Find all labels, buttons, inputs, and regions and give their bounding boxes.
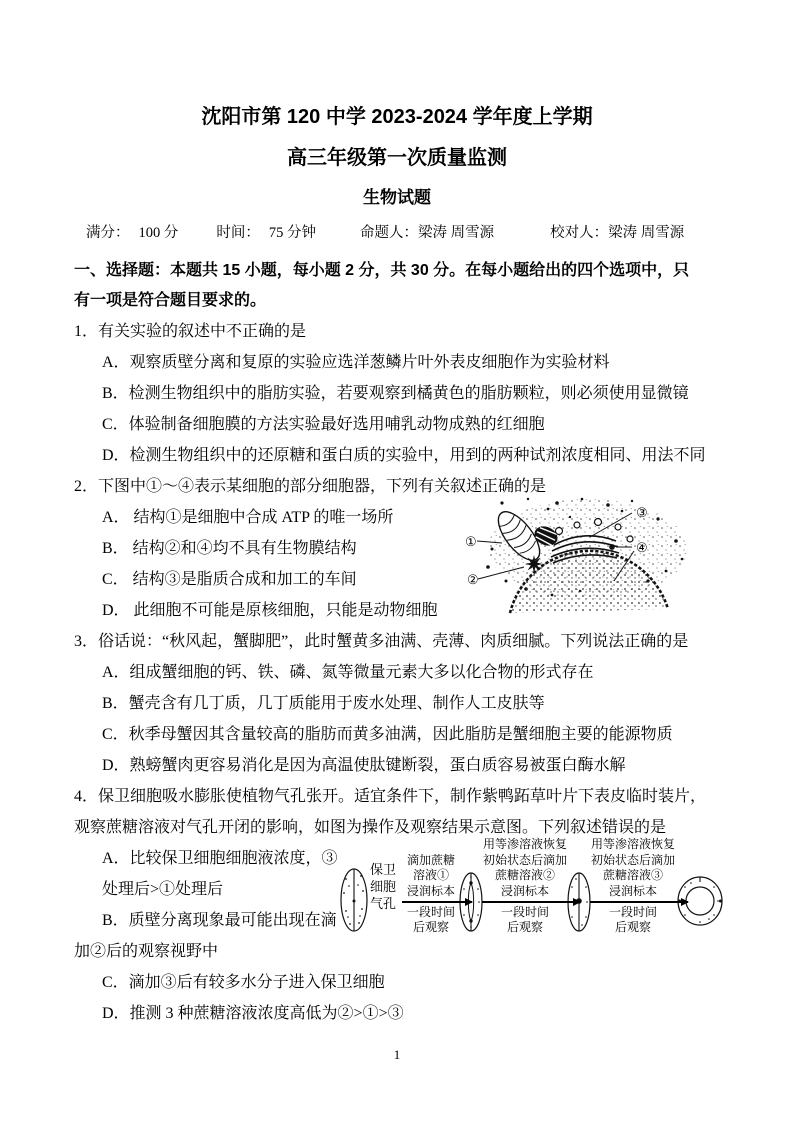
question-1 [74,316,720,471]
step1-arrow [402,901,472,903]
q3-option-a: A．组成蟹细胞的钙、铁、磷、氮等微量元素大多以化合物的形式存在 [102,664,594,681]
question-2 [74,471,720,626]
q1-option-a: A．观察质壁分离和复原的实验应选洋葱鳞片叶外表皮细胞作为实验材料 [102,354,610,371]
q3-option-c: C．秋季母蟹因其含量较高的脂肪而黄多油满，因此脂肪是蟹细胞主要的能源物质 [102,726,673,743]
section-instruction-line2: 有一项是符合题目要求的。 [74,292,267,309]
guard-cell-state-initial [338,865,370,935]
full-score-value: 100 分 [138,225,179,241]
step-1-solution1 [402,835,460,936]
setter-info [360,220,494,246]
step2-text-line2: 初始状态后滴加 [482,852,567,867]
q2-option-c: C． 结构③是脂质合成和加工的车间 [102,571,357,588]
question-4 [74,781,720,1029]
organelle-label-2: ② [467,572,479,587]
q4-stem-line2: 观察蔗糖溶液对气孔开闭的影响，如图为操作及观察结果示意图。下列叙述错误的是 [74,819,667,836]
proofreader-label: 校对人： [550,225,609,241]
q4-option-a-line2: 处理后>①处理后 [102,881,224,898]
step2-wait-line2: 后观察 [506,920,543,934]
q2-option-b: B． 结构②和④均不具有生物膜结构 [102,540,357,557]
setter-value: 梁涛 周雪源 [418,225,495,241]
proofreader-value: 梁涛 周雪源 [608,225,685,241]
step-2-solution2 [482,835,568,936]
step1-text-line1: 滴加蔗糖 [406,852,455,867]
ribosome-dot [609,544,615,550]
organelle-label-3: ③ [636,505,648,520]
subject-title: 生物试题 [363,188,431,207]
full-score-label: 满分： [86,225,130,241]
full-score-info [86,220,178,246]
step2-text-line1: 用等渗溶液恢复 [482,837,567,851]
cell-organelles-figure [462,489,724,615]
cell-organelles-drawing [462,489,724,615]
q4-option-c: C．滴加③后有较多水分子进入保卫细胞 [102,974,385,991]
page-number: 1 [393,1047,401,1062]
step3-arrow [590,901,688,903]
step1-wait-line2: 后观察 [412,920,449,934]
q1-stem: 1．有关实验的叙述中不正确的是 [74,323,307,340]
step3-text-line2: 初始状态后滴加 [590,852,675,867]
q1-option-d: D．检测生物组织中的还原糖和蛋白质的实验中，用到的两种试剂浓度相同、用法不同 [102,447,706,464]
q2-stem: 2．下图中①～④表示某细胞的部分细胞器，下列有关叙述正确的是 [74,478,547,495]
step2-arrow [482,901,580,903]
guard-cell-labels [370,861,400,912]
q4-option-d: D．推测 3 种蔗糖溶液浓度高低为②>①>③ [102,1005,404,1022]
step3-wait-line2: 后观察 [614,920,651,934]
step1-soak-text: 浸润标本 [406,883,455,898]
section-instruction-line1: 一、选择题：本题共 15 小题，每小题 2 分，共 30 分。在每小题给出的四个选项中，只 [74,262,690,279]
step3-soak-text: 浸润标本 [608,883,657,898]
guard-cell-label-3: 气孔 [370,896,397,911]
step3-wait-line1: 一段时间 [608,904,657,919]
q4-stem-line1: 4．保卫细胞吸水膨胀使植物气孔张开。适宜条件下，制作紫鸭跖草叶片下表皮临时装片， [74,788,707,805]
school-session-title: 沈阳市第 120 中学 2023-2024 学年度上学期 [201,106,593,128]
exam-header [74,96,720,246]
time-label: 时间： [216,225,260,241]
organelle-label-1: ① [465,534,477,549]
section-instructions [74,256,720,316]
time-value: 75 分钟 [268,225,316,241]
time-info [216,220,316,246]
proofreader-info [550,220,684,246]
q4-option-a-line1: A．比较保卫细胞细胞液浓度，③ [102,850,338,867]
q3-option-d: D．熟螃蟹肉更容易消化是因为高温使肽键断裂，蛋白质容易被蛋白酶水解 [102,757,626,774]
step3-text-line1: 用等渗溶液恢复 [590,837,675,851]
q4-options-and-figure [74,837,720,967]
q1-option-b: B．检测生物组织中的脂肪实验，若要观察到橘黄色的脂肪颗粒，则必须使用显微镜 [102,385,689,402]
question-3 [74,626,720,781]
step3-text-line3: 蔗糖溶液③ [602,868,663,882]
step1-wait-line1: 一段时间 [406,904,455,919]
step2-text-line3: 蔗糖溶液② [494,868,555,882]
q2-option-a: A． 结构①是细胞中合成 ATP 的唯一场所 [102,509,394,526]
q2-option-d: D． 此细胞不可能是原核细胞，只能是动物细胞 [102,602,438,619]
guard-cell-experiment-figure [338,835,724,936]
guard-cell-label-1: 保卫 [370,862,397,877]
exam-info-line [74,220,720,246]
q4-left-column [74,843,344,967]
q3-stem: 3．俗话说：“秋风起，蟹脚肥”，此时蟹黄多油满、壳薄、肉质细腻。下列说法正确的是 [74,633,689,650]
exam-body [74,256,720,1029]
step1-text-line2: 溶液① [412,868,449,882]
setter-label: 命题人： [360,225,418,241]
q3-option-b: B．蟹壳含有几丁质，几丁质能用于废水处理、制作人工皮肤等 [102,695,545,712]
step-3-solution3 [590,835,676,936]
guard-cell-label-2: 细胞 [370,879,397,894]
q4-option-b-line1: B．质壁分离现象最可能出现在滴 [102,912,337,929]
q1-option-c: C．体验制备细胞膜的方法实验最好选用哺乳动物成熟的红细胞 [102,416,545,433]
step2-wait-line1: 一段时间 [500,904,549,919]
exam-name-title: 高三年级第一次质量监测 [287,147,507,169]
organelle-label-4: ④ [636,540,648,555]
q4-option-b-line2: 加②后的观察视野中 [74,943,219,960]
step2-soak-text: 浸润标本 [500,883,549,898]
